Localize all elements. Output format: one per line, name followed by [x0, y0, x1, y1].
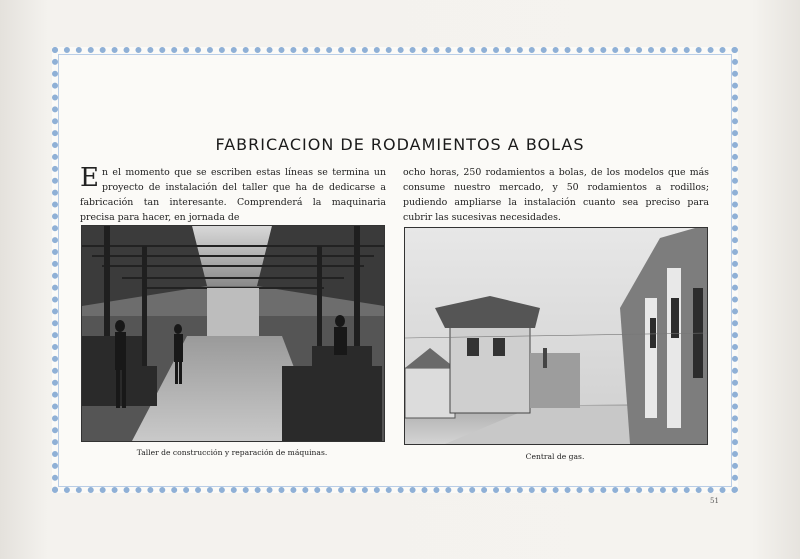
- drop-cap: E: [80, 163, 99, 193]
- page-title: FABRICACION DE RODAMIENTOS A BOLAS: [215, 134, 585, 154]
- gas-plant-photo-caption: Central de gas.: [525, 452, 585, 461]
- body-text-right: ocho horas, 250 rodamientos a bolas, de los modelos que más consume nuestro mercado, y 50 rodamientos a rodillos; pudiendo ampliarse la instalación cuanto sea preciso para cubrir las sucesivas necesidades.: [403, 167, 709, 223]
- text-column-right: [403, 165, 709, 225]
- workshop-photo: [81, 225, 385, 442]
- body-text-left: n el momento que se escriben estas líneas se termina un proyecto de instalación del taller que ha de dedicarse a fabricación tan interesante. Comprenderá la maquinaria precisa para hacer, en jornada de: [80, 167, 386, 223]
- text-column-left: [80, 165, 386, 225]
- page-number: 51: [710, 497, 719, 505]
- gas-plant-photo: [404, 227, 708, 445]
- workshop-photo-caption: Taller de construcción y reparación de máquinas.: [136, 448, 328, 457]
